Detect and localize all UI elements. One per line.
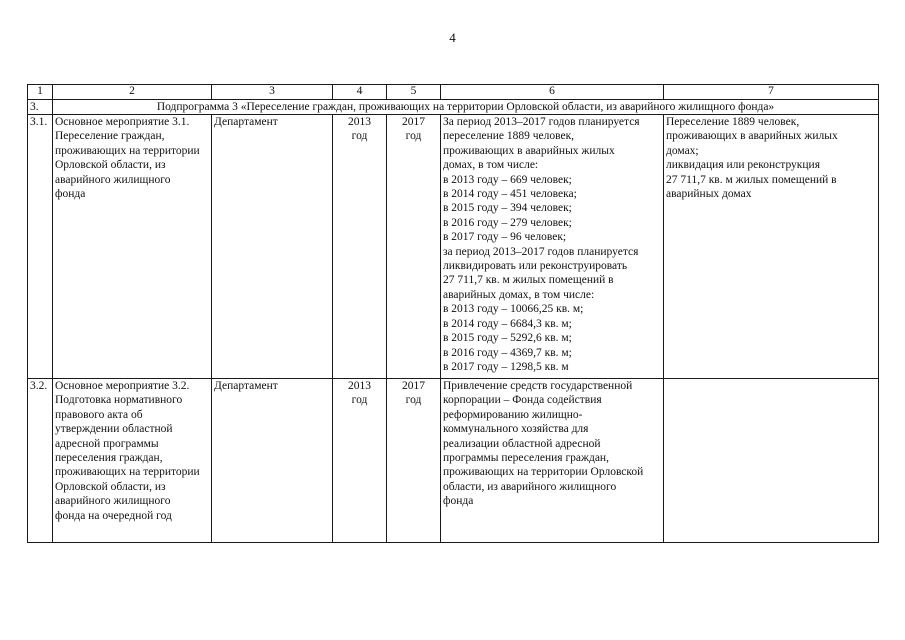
end-date — [387, 379, 441, 543]
text-line: правового акта об — [55, 408, 143, 421]
text-line: домах, в том числе: — [443, 159, 539, 172]
end-unit: год — [405, 130, 422, 143]
activity-name — [53, 379, 212, 543]
text-line: проживающих в аварийных жилых — [666, 130, 838, 143]
text-line: в 2014 году – 451 человека; — [443, 188, 577, 201]
header-cell: 4 — [333, 85, 387, 100]
text-line: За период 2013–2017 годов планируется — [443, 116, 640, 128]
table-row — [28, 115, 879, 379]
text-line: ликвидация или реконструкция — [666, 159, 820, 172]
text-line: области, из аварийного жилищного — [443, 480, 617, 493]
end-date — [387, 115, 441, 379]
header-cell: 7 — [664, 85, 879, 100]
end-year: 2017 — [402, 116, 425, 128]
text-line: адресной программы — [55, 437, 159, 450]
text-line: в 2015 году – 5292,6 кв. м; — [443, 332, 572, 345]
text-line: Орловской области, из — [55, 159, 166, 172]
text-line: реформированию жилищно- — [443, 408, 583, 421]
text-line: в 2014 году – 6684,3 кв. м; — [443, 317, 572, 330]
end-year: 2017 — [402, 380, 425, 392]
page-number: 4 — [449, 30, 456, 45]
text-line: проживающих на территории Орловской — [443, 466, 644, 479]
text-line: проживающих на территории — [55, 466, 200, 479]
activity-name — [53, 115, 212, 379]
text-line: Привлечение средств государственной — [443, 380, 633, 392]
header-row — [28, 85, 879, 100]
start-year: 2013 — [348, 116, 371, 128]
end-unit: год — [405, 394, 422, 407]
header-cell: 3 — [212, 85, 333, 100]
text-line: аварийного жилищного — [55, 173, 171, 186]
start-date — [333, 115, 387, 379]
text-line: Орловской области, из — [55, 480, 166, 493]
program-table — [27, 84, 879, 543]
header-cell: 2 — [53, 85, 212, 100]
text-line: домах; — [666, 144, 699, 157]
text-line: корпорации – Фонда содействия — [443, 394, 602, 407]
text-line: Переселение 1889 человек, — [666, 116, 800, 128]
text-line: Основное мероприятие 3.2. — [55, 380, 190, 392]
subprogram-number: 3. — [28, 100, 53, 115]
text-line: в 2016 году – 4369,7 кв. м; — [443, 346, 572, 359]
text-line: Переселение граждан, — [55, 130, 165, 143]
text-line: ликвидировать или реконструировать — [443, 260, 628, 273]
text-line: в 2017 году – 96 человек; — [443, 231, 567, 244]
row-number: 3.2. — [28, 379, 53, 543]
text-line: в 2015 году – 394 человек; — [443, 202, 572, 215]
start-date — [333, 379, 387, 543]
start-unit: год — [351, 130, 368, 143]
text-line: 27 711,7 кв. м жилых помещений в — [666, 173, 837, 186]
expected-result — [441, 379, 664, 543]
text-line: 27 711,7 кв. м жилых помещений в — [443, 274, 614, 287]
text-line: переселение 1889 человек, — [443, 130, 575, 143]
text-line: проживающих на территории — [55, 144, 200, 157]
text-line: в 2013 году – 669 человек; — [443, 173, 572, 186]
text-line: в 2013 году – 10066,25 кв. м; — [443, 303, 584, 316]
header-cell: 5 — [387, 85, 441, 100]
executor: Департамент — [212, 115, 333, 379]
text-line: переселения граждан, — [55, 452, 163, 465]
target-indicator — [664, 379, 879, 543]
row-number: 3.1. — [28, 115, 53, 379]
header-cell: 1 — [28, 85, 53, 100]
executor: Департамент — [212, 379, 333, 543]
table-row — [28, 379, 879, 543]
text-line: фонда — [443, 495, 474, 508]
text-line: реализации областной адресной — [443, 437, 601, 450]
subprogram-row — [28, 100, 879, 115]
start-unit: год — [351, 394, 368, 407]
text-line: аварийных домах, в том числе: — [443, 288, 595, 301]
text-line: в 2016 году – 279 человек; — [443, 216, 572, 229]
text-line: за период 2013–2017 годов планируется — [443, 245, 639, 258]
text-line: фонда — [55, 188, 86, 201]
header-cell: 6 — [441, 85, 664, 100]
text-line: Подготовка нормативного — [55, 394, 183, 407]
target-indicator — [664, 115, 879, 379]
subprogram-title: Подпрограмма 3 «Переселение граждан, проживающих на территории Орловской области, из аварийного жилищного фонда» — [53, 100, 879, 115]
text-line: коммунального хозяйства для — [443, 423, 589, 436]
text-line: утверждении областной — [55, 423, 173, 436]
text-line: программы переселения граждан, — [443, 452, 609, 465]
expected-result — [441, 115, 664, 379]
text-line: аварийного жилищного — [55, 495, 171, 508]
text-line: аварийных домах — [666, 188, 752, 201]
text-line: Основное мероприятие 3.1. — [55, 116, 190, 128]
start-year: 2013 — [348, 380, 371, 392]
text-line: в 2017 году – 1298,5 кв. м — [443, 360, 569, 373]
text-line: фонда на очередной год — [55, 509, 172, 522]
text-line: проживающих в аварийных жилых — [443, 144, 615, 157]
